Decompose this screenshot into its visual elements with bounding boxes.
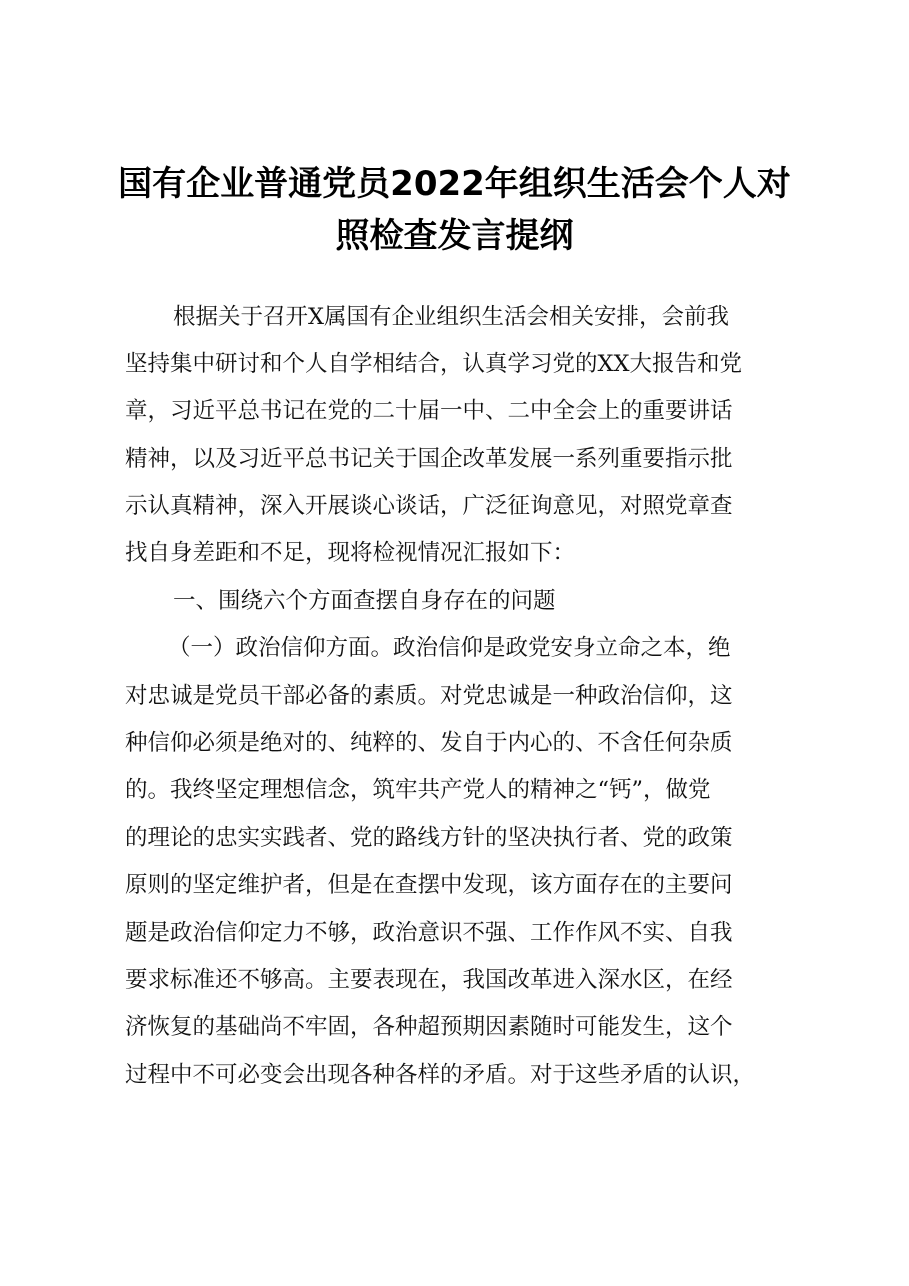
body-line-11: 的。我终坚定理想信念，筑牢共产党人的精神之“钙”，做党 bbox=[125, 777, 711, 803]
document-title-line-2: 照检查发言提纲 bbox=[335, 216, 574, 256]
body-line-12: 的理论的忠实实践者、党的路线方针的坚决执行者、党的政策 bbox=[125, 825, 733, 851]
section-heading-1: 一、围绕六个方面查摆自身存在的问题 bbox=[173, 588, 556, 614]
body-line-6: 找自身差距和不足，现将检视情况汇报如下： bbox=[125, 540, 576, 566]
body-line-9: 对忠诚是党员干部必备的素质。对党忠诚是一种政治信仰，这 bbox=[125, 683, 733, 709]
body-line-5: 示认真精神，深入开展谈心谈话，广泛征询意见，对照党章查 bbox=[125, 493, 733, 519]
body-line-1: 根据关于召开X属国有企业组织生活会相关安排，会前我 bbox=[173, 304, 730, 330]
document-title-line-1: 国有企业普通党员2022年组织生活会个人对 bbox=[118, 164, 791, 204]
body-line-10: 种信仰必须是绝对的、纯粹的、发自于内心的、不含任何杂质 bbox=[125, 730, 733, 756]
body-line-15: 要求标准还不够高。主要表现在，我国改革进入深水区，在经 bbox=[125, 967, 733, 993]
body-line-16: 济恢复的基础尚不牢固，各种超预期因素随时可能发生，这个 bbox=[125, 1014, 733, 1040]
body-line-13: 原则的坚定维护者，但是在查摆中发现，该方面存在的主要问 bbox=[125, 872, 733, 898]
body-line-8: （一）政治信仰方面。政治信仰是政党安身立命之本，绝 bbox=[168, 635, 731, 661]
body-line-4: 精神，以及习近平总书记关于国企改革发展一系列重要指示批 bbox=[125, 446, 733, 472]
body-line-14: 题是政治信仰定力不够，政治意识不强、工作作风不实、自我 bbox=[125, 920, 733, 946]
body-line-2: 坚持集中研讨和个人自学相结合，认真学习党的XX大报告和党 bbox=[125, 351, 743, 377]
body-line-3: 章，习近平总书记在党的二十届一中、二中全会上的重要讲话 bbox=[125, 398, 733, 424]
body-line-17: 过程中不可必变会出现各种各样的矛盾。对于这些矛盾的认识， bbox=[125, 1062, 756, 1088]
